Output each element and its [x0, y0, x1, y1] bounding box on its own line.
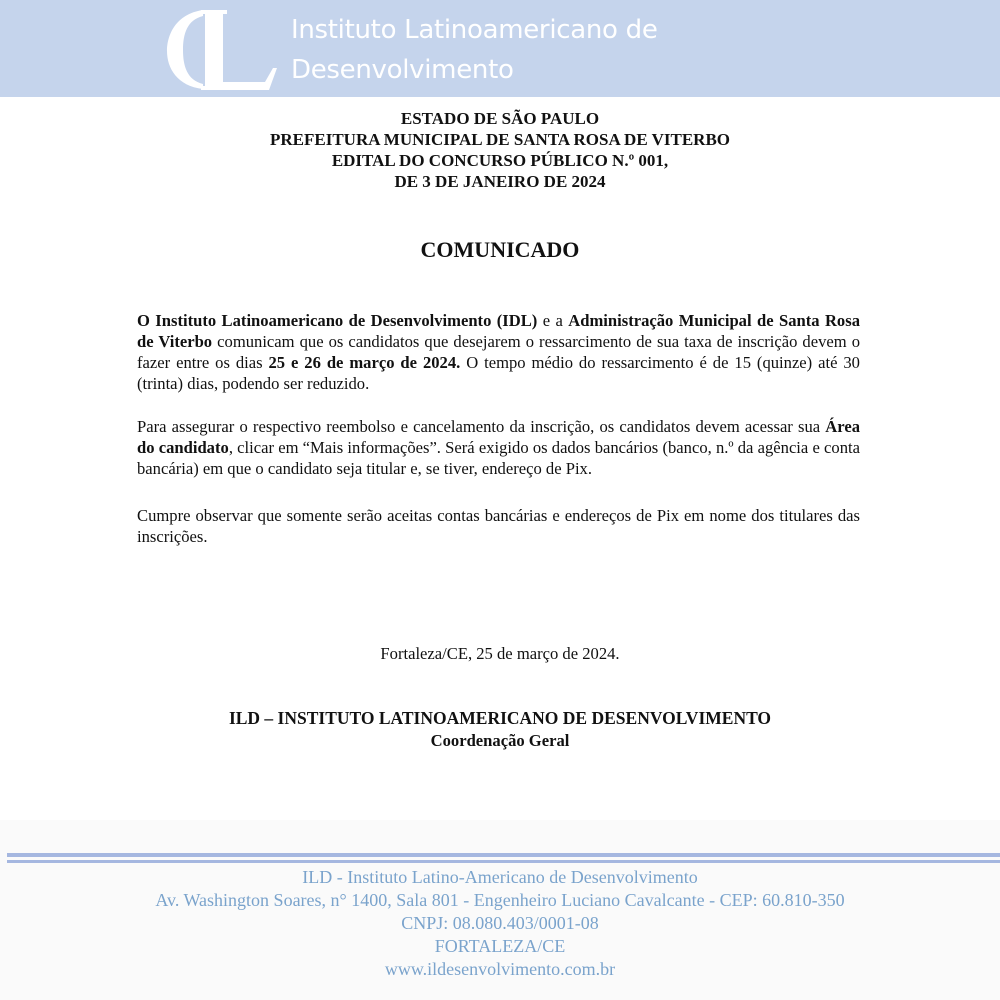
footer-city: FORTALEZA/CE	[434, 936, 566, 956]
paragraph-3: Cumpre observar que somente serão aceitas contas bancárias e endereços de Pix em nome dos titulares das inscrições.	[137, 506, 860, 546]
header-title-line2: Desenvolvimento	[291, 55, 514, 85]
paragraph-1-text-3: O tempo médio do ressarcimento é de 15 (quinze) até 30 (trinta) dias, podendo ser reduzido.	[137, 353, 860, 393]
paragraph-1-bold-1: O Instituto Latinoamericano de Desenvolvimento (IDL)	[137, 311, 538, 330]
footer-cnpj: CNPJ: 08.080.403/0001-08	[401, 913, 599, 933]
header-title	[291, 10, 658, 90]
footer-address-block	[0, 866, 1000, 981]
paragraph-1-text-2: comunicam que os candidatos que desejarem o ressarcimento de sua taxa de inscrição devem o fazer entre os dias	[137, 332, 861, 372]
document-title: COMUNICADO	[420, 237, 580, 262]
paragraph-2-text-1: Para assegurar o respectivo reembolso e cancelamento da inscrição, os candidatos devem acessar sua	[137, 417, 826, 436]
signature-role: Coordenação Geral	[430, 731, 570, 750]
date-line: Fortaleza/CE, 25 de março de 2024.	[380, 644, 620, 663]
paragraph-1-bold-2: Administração Municipal de Santa Rosa de Viterbo	[137, 311, 860, 351]
paragraph-1	[137, 310, 860, 394]
footer-org-name: ILD - Instituto Latino-Americano de Desenvolvimento	[302, 867, 698, 887]
idl-logo-icon	[165, 6, 280, 91]
paragraph-2-text-2: , clicar em “Mais informações”. Será exigido os dados bancários (banco, n.º da agência e conta bancária) em que o candidato seja titular e, se tiver, endereço de Pix.	[137, 438, 860, 478]
footer-divider-bottom	[7, 860, 1000, 863]
footer-address: Av. Washington Soares, n° 1400, Sala 801 - Engenheiro Luciano Cavalcante - CEP: 60.810-350	[155, 890, 845, 910]
header-title-line1: Instituto Latinoamericano de	[291, 15, 658, 45]
heading-edital: EDITAL DO CONCURSO PÚBLICO N.º 001,	[331, 151, 669, 170]
paragraph-2	[137, 416, 860, 479]
paragraph-1-text-1: e a	[537, 311, 569, 330]
footer-divider-top	[7, 853, 1000, 857]
signature-organization: ILD – INSTITUTO LATINOAMERICANO DE DESENVOLVIMENTO	[228, 708, 772, 728]
heading-date: DE 3 DE JANEIRO DE 2024	[394, 172, 606, 191]
footer-website-link[interactable]: www.ildesenvolvimento.com.br	[384, 959, 616, 979]
heading-state: ESTADO DE SÃO PAULO	[400, 109, 600, 128]
heading-municipality: PREFEITURA MUNICIPAL DE SANTA ROSA DE VITERBO	[269, 130, 731, 149]
header-band	[0, 0, 1000, 97]
document-heading	[0, 108, 1000, 192]
paragraph-1-bold-3: 25 e 26 de março de 2024.	[268, 353, 461, 372]
paragraph-2-bold-1: Área do candidato	[137, 417, 860, 457]
